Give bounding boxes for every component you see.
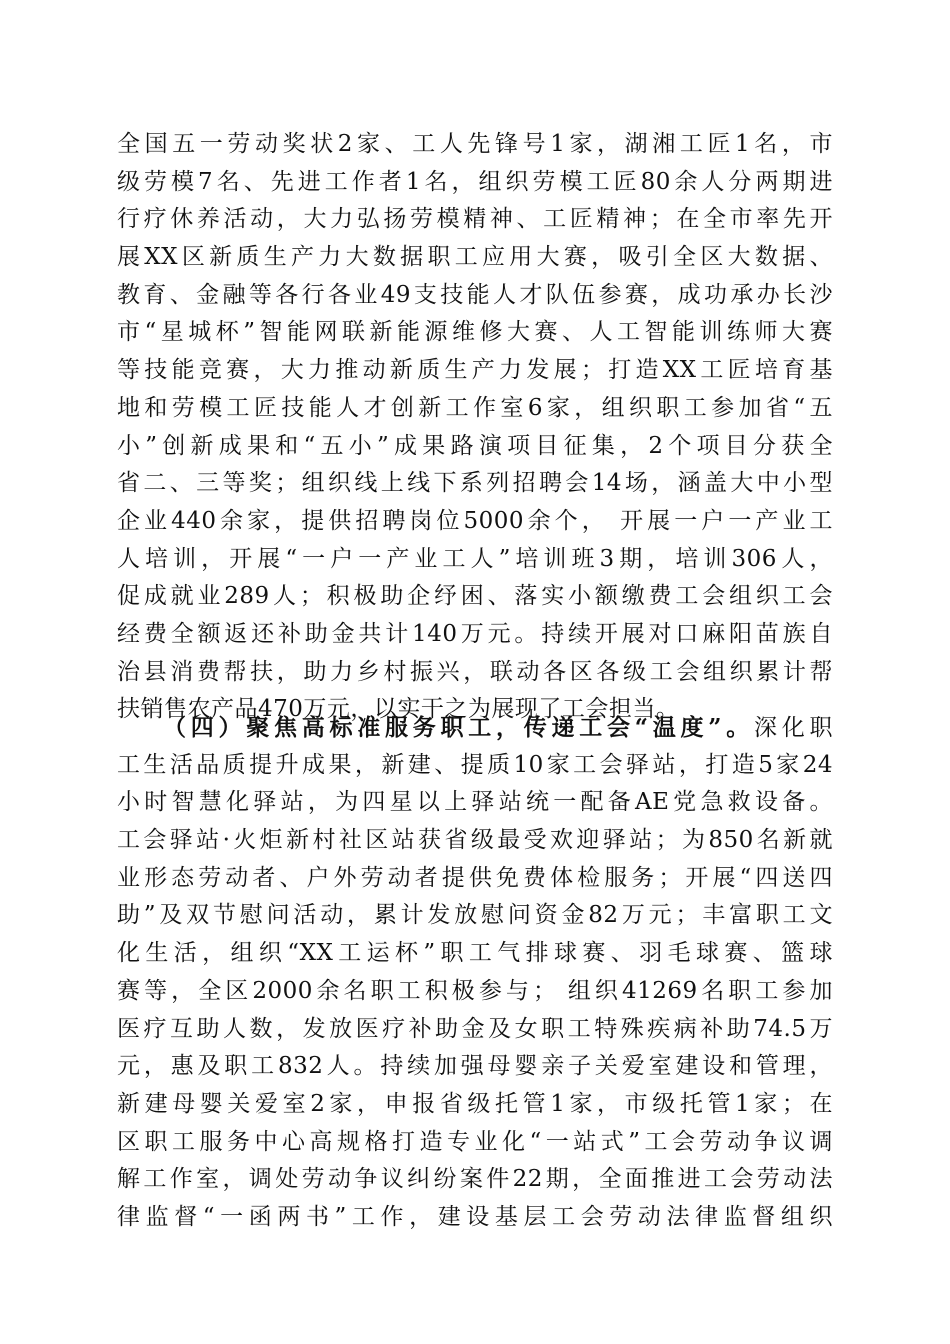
text-line: 教育、金融等各行各业49支技能人才队伍参赛，成功承办长沙: [117, 281, 833, 308]
text-line: 行疗休养活动，大力弘扬劳模精神、工匠精神；在全市率先开: [117, 206, 833, 233]
text-line: 级劳模7名、先进工作者1名，组织劳模工匠80余人分两期进: [117, 168, 833, 195]
heading-line-continuation: 深化职: [754, 715, 834, 741]
text-line: 经费全额返还补助金共计140万元。持续开展对口麻阳苗族自: [117, 620, 833, 647]
section-heading-line: [117, 709, 833, 747]
text-line: 赛等，全区2000余名职工积极参与； 组织41269名职工参加: [117, 977, 833, 1004]
text-line: 省二、三等奖；组织线上线下系列招聘会14场，涵盖大中小型: [117, 470, 833, 497]
text-line: 业形态劳动者、户外劳动者提供免费体检服务；开展“四送四: [117, 864, 833, 891]
text-line: 医疗互助人数，发放医疗补助金及女职工特殊疾病补助74.5万: [117, 1015, 833, 1042]
text-line: 区职工服务中心高规格打造专业化“一站式”工会劳动争议调: [117, 1128, 833, 1155]
paragraph-section-four: [117, 709, 833, 1237]
section-heading: （四）聚焦高标准服务职工，传递工会“温度”。: [163, 714, 754, 741]
paragraph-achievements: [117, 126, 833, 729]
text-line: 全国五一劳动奖状2家、工人先锋号1家，湖湘工匠1名，市: [117, 131, 833, 157]
text-line: 化生活，组织“XX工运杯”职工气排球赛、羽毛球赛、篮球: [117, 940, 833, 967]
text-line: 助”及双节慰问活动，累计发放慰问资金82万元；丰富职工文: [117, 902, 833, 929]
text-line: 工生活品质提升成果，新建、提质10家工会驿站，打造5家24: [117, 751, 833, 778]
text-line: 市“星城杯”智能网联新能源维修大赛、人工智能训练师大赛: [117, 319, 833, 346]
text-line: 律监督“一函两书”工作，建设基层工会劳动法律监督组织: [117, 1203, 833, 1230]
text-line: 元，惠及职工832人。持续加强母婴亲子关爱室建设和管理，: [117, 1053, 833, 1080]
text-line: 促成就业289人；积极助企纾困、落实小额缴费工会组织工会: [117, 583, 833, 610]
text-line: 展XX区新质生产力大数据职工应用大赛，吸引全区大数据、: [117, 244, 833, 271]
text-line: 小时智慧化驿站，为四星以上驿站统一配备AE党急救设备。: [117, 789, 833, 816]
text-line: 人培训，开展“一户一产业工人”培训班3期，培训306人，: [117, 545, 833, 572]
text-line: 等技能竞赛，大力推动新质生产力发展；打造XX工匠培育基: [117, 357, 833, 384]
text-line: 新建母婴关爱室2家，申报省级托管1家，市级托管1家；在: [117, 1090, 833, 1117]
text-line: 地和劳模工匠技能人才创新工作室6家，组织职工参加省“五: [117, 394, 833, 421]
text-line: 工会驿站·火炬新村社区站获省级最受欢迎驿站；为850名新就: [117, 827, 833, 854]
text-line: 小”创新成果和“五小”成果路演项目征集，2个项目分获全: [117, 432, 833, 459]
text-line: 解工作室，调处劳动争议纠纷案件22期，全面推进工会劳动法: [117, 1166, 833, 1193]
text-line: 企业440余家，提供招聘岗位5000余个， 开展一户一产业工: [117, 507, 833, 534]
text-line: 扶销售农产品470万元，以实干之为展现了工会担当。: [117, 696, 680, 723]
text-line: 治县消费帮扶，助力乡村振兴，联动各区各级工会组织累计帮: [117, 658, 833, 685]
